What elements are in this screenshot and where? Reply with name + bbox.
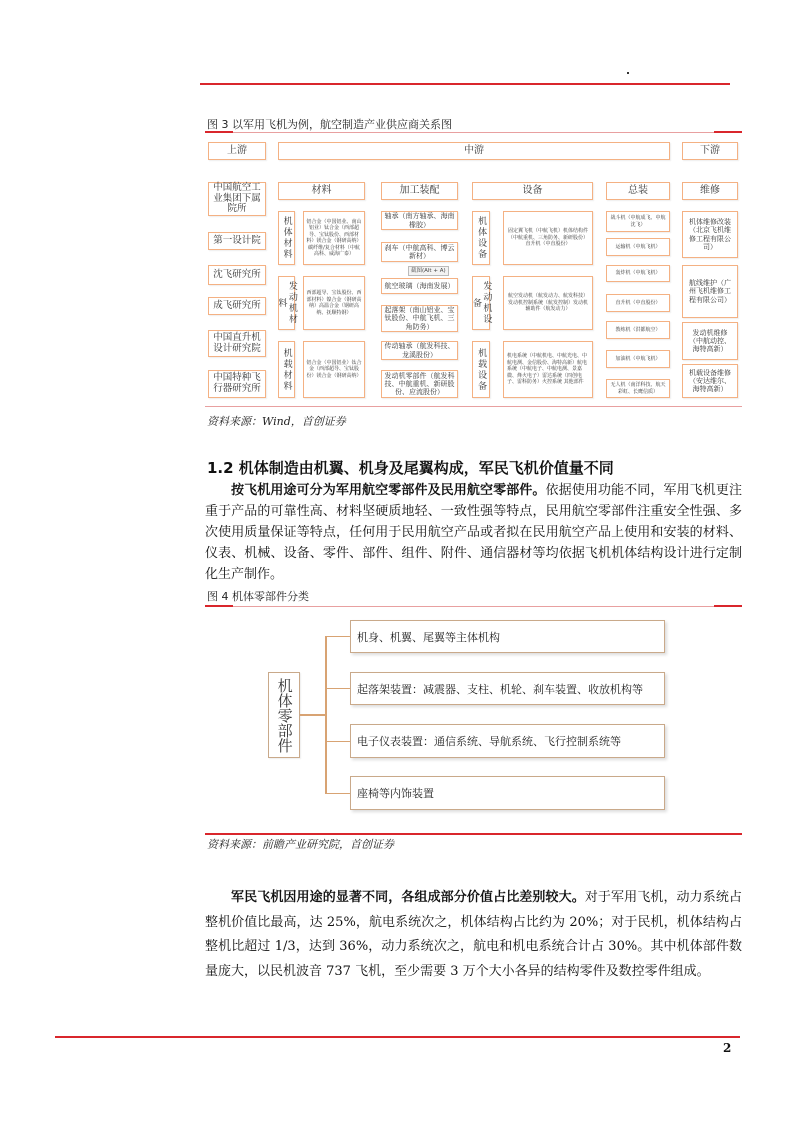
- paragraph-1-body: 依据使用功能不同，军用飞机更注重于产品的可靠性高、材料坚硬质地轻、一致性强等特点，民用航空零部件注重安全性强、多次使用质量保证等特点，任何用于民用航空产品或者拟在民用航空产品上使用和安装的材料、仪表、机械、设备、零件、部件、组件、附件、通信器材等均依据飞机机体结构设计进行定制化生产制作。: [205, 483, 742, 582]
- material-content: 西部超导、宝钛股份、西部材料）镍合金（钢研高纳）高温合金（钢研高纳、抚顺特钢）: [303, 276, 365, 330]
- assembly-box: 轰炸机（中航飞机）: [606, 265, 670, 282]
- material-category: 机体材料: [278, 211, 295, 265]
- figure-4-bottom-rule: [205, 833, 742, 835]
- connector: [325, 688, 350, 689]
- header-materials: 材料: [278, 182, 365, 200]
- figure-3-bottom-rule: [205, 406, 742, 407]
- maintenance-box: 机体维修改装（北京飞机维修工程有限公司）: [682, 211, 738, 258]
- upstream-box: 中国特种飞行器研究所: [208, 370, 266, 398]
- assembly-box: 直升机（中直股份）: [606, 294, 670, 312]
- assembly-box: 教练机（洪都航空）: [606, 321, 670, 339]
- parts-category: 机身、机翼、尾翼等主体机构: [350, 620, 665, 653]
- parts-category: 电子仪表装置：通信系统、导航系统、飞行控制系统等: [350, 724, 665, 758]
- maintenance-box: 航线维护（广州飞机维修工程有限公司）: [682, 265, 738, 318]
- figure-3-rule: [205, 132, 742, 133]
- header-processing: 加工装配: [381, 182, 458, 200]
- processing-box: 起落架（南山铝业、宝钛股份、中航飞机、三角防务）: [381, 305, 458, 332]
- page-number: 2: [723, 1041, 732, 1055]
- processing-box: 轴承（南方轴承、海南橡胶）: [381, 211, 458, 230]
- header-dot: [627, 72, 629, 74]
- parts-category: 座椅等内饰装置: [350, 776, 665, 810]
- header-assembly: 总装: [606, 182, 670, 200]
- header-rule: [200, 83, 730, 85]
- footer-rule: [55, 1036, 740, 1038]
- stage-upstream: 上游: [208, 142, 266, 160]
- paragraph-2-body: 对于军用飞机，动力系统占整机价值比最高，达 25%，航电系统次之，机体结构占比约为 20%；对于民机，机体结构占整机比超过 1/3，达到 36%，动力系统次之，航电和机电系统合计占 30%。其中机体部件数量庞大，以民机波音 737 飞机，至少需要 3 万个大小各异的结构零件及数控零件组成。: [205, 890, 742, 979]
- paragraph-1-lead: 按飞机用途可分为军用航空零部件及民用航空零部件。: [231, 483, 546, 498]
- equipment-content: 机电系统（中航机电、中航光电、中航电测、金信股份、海特高新）航电系统（中航电子、中航电测、景嘉微、烽火电子）雷达系统（四创电子、雷科防务）火控系统 其他部件: [503, 341, 593, 398]
- stage-midstream: 中游: [278, 142, 670, 160]
- upstream-box: 第一设计院: [208, 232, 266, 250]
- assembly-box: 无人机（南洋科技、航天彩虹、长鹰信质）: [606, 379, 670, 398]
- assembly-box: 战斗机（中航成飞、中航沈飞）: [606, 211, 670, 232]
- connector: [325, 636, 350, 637]
- paragraph-2-lead: 军民飞机因用途的显著不同，各组成部分价值占比差别较大。: [231, 890, 585, 905]
- figure-4-title: 图 4 机体零部件分类: [207, 590, 309, 603]
- upstream-box: 中国直升机设计研究院: [208, 330, 266, 357]
- equipment-content: 航空发动机（航发动力、航发科技）发动机控制系统（航发控制）发动机辅助件（航发动力）: [503, 276, 593, 330]
- paragraph-1: [205, 480, 742, 585]
- connector: [325, 636, 327, 794]
- upstream-box: 沈飞研究所: [208, 265, 266, 285]
- connector: [300, 714, 326, 716]
- figure-3-title: 图 3 以军用飞机为例，航空制造产业供应商关系图: [207, 118, 452, 131]
- equipment-category: 机体设备: [472, 211, 490, 265]
- assembly-box: 加油机（中航飞机）: [606, 350, 670, 368]
- header-maintenance: 维修: [682, 182, 738, 200]
- connector: [325, 741, 350, 742]
- diagram-root: 机体零部件: [268, 672, 300, 758]
- upstream-box: 中国航空工业集团下属院所: [208, 182, 266, 216]
- material-category: 机载材料: [278, 341, 295, 398]
- processing-box: 刹车（中航高科、博云新材）: [381, 242, 458, 262]
- material-category: 发动机材料: [278, 276, 295, 330]
- material-content: 铝合金（中国铝业、南山铝业）钛合金（西部超导、宝钛股份、西部材料）镁合金（钢研高纳）碳纤维/复合材料（中航高科、威海广泰）: [303, 211, 365, 265]
- equipment-category: 机载设备: [472, 341, 490, 398]
- parts-category: 起落架装置：减震器、支柱、机轮、刹车装置、收放机构等: [350, 672, 665, 705]
- connector: [325, 793, 350, 794]
- header-equipment: 设备: [472, 182, 593, 200]
- processing-box: 发动机零部件（航发科技、中航重机、新研股份、应流股份）: [381, 370, 458, 398]
- stage-downstream: 下游: [682, 142, 738, 160]
- section-heading: 1.2 机体制造由机翼、机身及尾翼构成，军民飞机价值量不同: [207, 459, 614, 477]
- screenshot-tooltip: 截图(Alt + A): [408, 266, 449, 276]
- equipment-content: 固定翼飞机（中航飞机）机体结构件（中航重机、三角防务、新研股份）直升机（中直股份）: [503, 211, 593, 265]
- figure-3-source: 资料来源：Wind，首创证券: [207, 415, 346, 428]
- figure-4-rule: [205, 606, 742, 607]
- figure-4-source: 资料来源：前瞻产业研究院，首创证券: [207, 838, 394, 851]
- maintenance-box: 机载设备维修（安达维尔、海特高新）: [682, 364, 738, 398]
- assembly-box: 运输机（中航飞机）: [606, 238, 670, 256]
- material-content: 铝合金（中国铝业）钛合金（西部超导、宝钛股份）镁合金（钢研高纳）: [303, 341, 365, 398]
- equipment-category: 发动机设备: [472, 276, 490, 330]
- maintenance-box: 发动机维修（中航动控、海特高新）: [682, 322, 738, 360]
- upstream-box: 成飞研究所: [208, 297, 266, 315]
- processing-box: 航空玻璃（海南发展）: [381, 278, 458, 294]
- processing-box: 传动轴承（航发科技、龙溪股份）: [381, 341, 458, 360]
- paragraph-2: [205, 886, 742, 984]
